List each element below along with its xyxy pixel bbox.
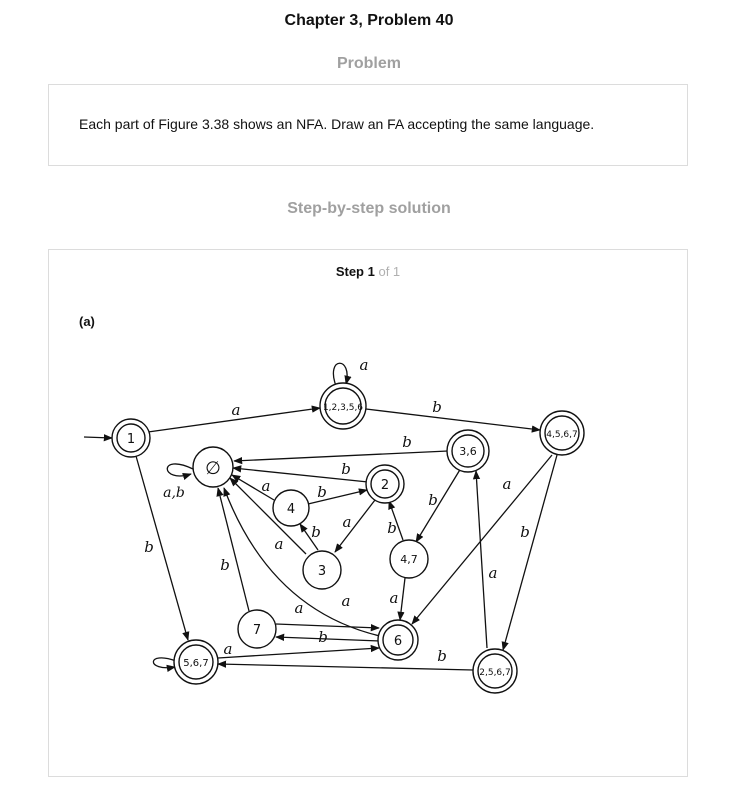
edge-label: a <box>488 564 498 582</box>
edge-label: b <box>437 647 447 665</box>
edge-label: a <box>223 640 233 658</box>
edge-2567-to-567 <box>218 664 473 670</box>
edge-label: a <box>231 401 241 419</box>
edge-label: a,b <box>163 485 185 501</box>
edge-label: a <box>389 589 399 607</box>
step-number: Step 1 <box>335 264 375 279</box>
edge-7-to-empty <box>218 488 249 611</box>
state-36-label: 3,6 <box>459 445 477 458</box>
edge-label: a <box>294 599 304 617</box>
edge-label: b <box>402 433 412 451</box>
part-label: (a) <box>79 314 95 329</box>
state-2-label: 2 <box>380 478 390 493</box>
edge-label: a <box>359 356 369 374</box>
edge-label: b <box>144 538 154 556</box>
edge-label: a <box>261 477 271 495</box>
edge-label: b <box>341 460 351 478</box>
start-arrow <box>84 437 112 438</box>
state-4-label: 4 <box>286 502 296 517</box>
state-7-label: 7 <box>252 623 262 638</box>
solution-heading: Step-by-step solution <box>287 200 451 217</box>
state-1-label: 1 <box>126 432 136 447</box>
edge-label: a <box>342 513 352 531</box>
edge-36-to-47 <box>416 468 461 542</box>
loop-567 <box>153 658 176 668</box>
state-empty-label: ∅ <box>205 458 221 479</box>
state-47-label: 4,7 <box>400 553 418 566</box>
edge-2-to-3 <box>335 500 375 552</box>
edge-label: a <box>274 535 284 553</box>
edge-label: b <box>428 491 438 509</box>
state-12356-label: 1,2,3,5,6 <box>322 403 364 413</box>
edge-label: a <box>502 475 512 493</box>
edge-label: b <box>432 398 442 416</box>
edge-label: b <box>318 628 328 646</box>
state-567-label: 5,6,7 <box>183 658 209 669</box>
loop-empty <box>167 464 193 476</box>
state-2567-label: 2,5,6,7 <box>479 668 511 678</box>
edge-label: b <box>311 523 321 541</box>
edge-12356-to-4567 <box>366 409 540 430</box>
edge-label: a <box>341 592 351 610</box>
edge-6-to-7 <box>276 637 380 641</box>
edge-4567-to-6 <box>412 455 552 624</box>
edge-label: b <box>387 519 397 537</box>
step-total: of 1 <box>378 264 401 279</box>
state-6-label: 6 <box>393 634 403 649</box>
edge-label: b <box>317 483 327 501</box>
edge-label: b <box>220 556 230 574</box>
problem-text: Each part of Figure 3.38 shows an NFA. Draw an FA accepting the same language. <box>79 116 595 132</box>
edge-47-to-6 <box>400 578 405 620</box>
page-title: Chapter 3, Problem 40 <box>284 12 454 29</box>
state-3-label: 3 <box>317 564 327 579</box>
problem-heading: Problem <box>336 55 401 72</box>
edge-567-to-6 <box>218 648 379 658</box>
state-4567-label: 4,5,6,7 <box>546 430 578 440</box>
edge-2567-to-36 <box>476 471 487 648</box>
edge-label: b <box>520 523 530 541</box>
